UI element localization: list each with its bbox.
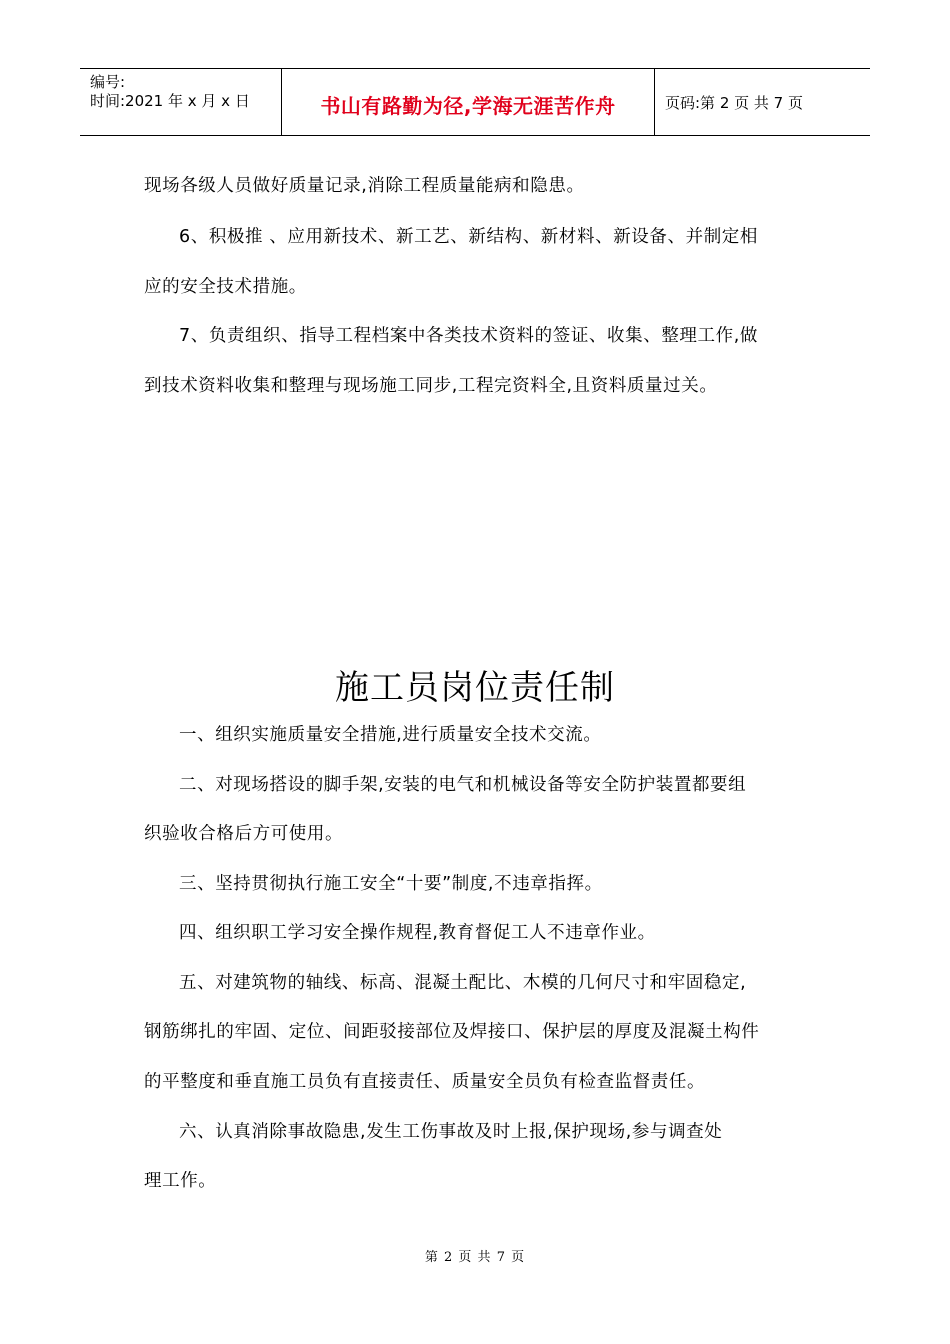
header-meta-cell [80,69,282,135]
paragraph-line: 到技术资料收集和整理与现场施工同步,工程完资料全,且资料质量过关。 [144,376,718,396]
paragraph-line: 理工作。 [144,1171,217,1191]
paragraph-line: 应的安全技术措施。 [144,277,307,297]
paragraph-line: 钢筋绑扎的牢固、定位、间距驳接部位及焊接口、保护层的厚度及混凝土构件 [144,1022,760,1042]
paragraph-line: 7、负责组织、指导工程档案中各类技术资料的签证、收集、整理工作,做 [179,326,758,346]
paragraph-line: 五、对建筑物的轴线、标高、混凝土配比、木模的几何尺寸和牢固稳定, [179,973,747,993]
paragraph-line: 二、对现场搭设的脚手架,安装的电气和机械设备等安全防护装置都要组 [179,775,747,795]
paragraph-line: 三、坚持贯彻执行施工安全“十要”制度,不违章指挥。 [179,874,603,894]
paragraph-line: 的平整度和垂直施工员负有直接责任、质量安全员负有检查监督责任。 [144,1072,706,1092]
header-motto-cell [282,69,655,135]
header-page-info: 页码:第 2 页 共 7 页 [665,93,803,112]
document-number-label: 编号: [90,73,126,91]
paragraph-line: 六、认真消除事故隐患,发生工伤事故及时上报,保护现场,参与调查处 [179,1122,723,1142]
document-date-label: 时间:2021 年 x 月 x 日 [90,92,250,110]
document-header [80,68,870,136]
paragraph-line: 6、积极推 、应用新技术、新工艺、新结构、新材料、新设备、并制定相 [179,227,758,247]
paragraph-line: 一、组织实施质量安全措施,进行质量安全技术交流。 [179,725,602,745]
header-page-cell [655,69,870,135]
section-title: 施工员岗位责任制 [335,668,615,708]
page-footer: 第 2 页 共 7 页 [424,1250,526,1265]
paragraph-line: 现场各级人员做好质量记录,消除工程质量能病和隐患。 [144,176,585,196]
paragraph-line: 四、组织职工学习安全操作规程,教育督促工人不违章作业。 [179,923,656,943]
paragraph-line: 织验收合格后方可使用。 [144,824,344,844]
header-motto: 书山有路勤为径,学海无涯苦作舟 [320,93,616,118]
